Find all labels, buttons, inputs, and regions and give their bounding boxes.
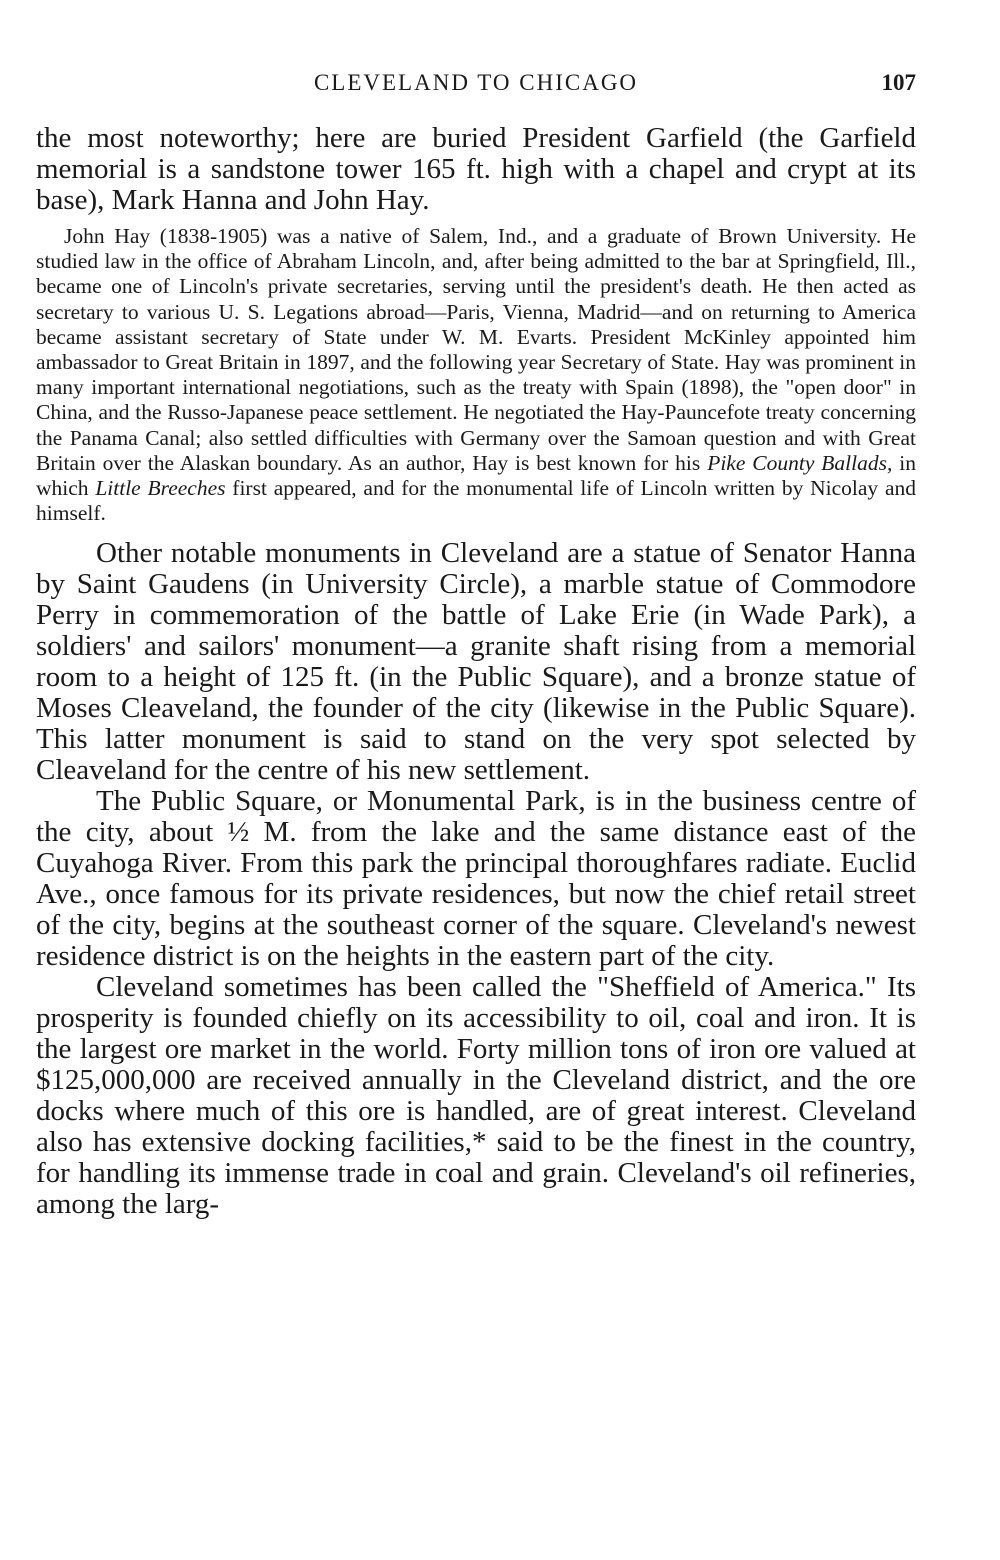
- paragraph-garfield-memorial: the most noteworthy; here are buried President Garfield (the Garfield memorial is a sandstone tower 165 ft. high with a chapel and crypt at its base), Mark Hanna and John Hay.: [36, 122, 916, 216]
- note-text: John Hay (1838-1905) was a native of Salem, Ind., and a graduate of Brown University. He studied law in the office of Abraham Lincoln, and, after being admitted to the bar at Springfield, Ill., became one of Lincoln's private secretaries, serving until the president's death. He then acted as secretary to various U. S. Legations abroad—Paris, Vienna, Madrid—and on returning to America became assistant secretary of State under W. M. Evarts. President McKinley appointed him ambassador to Great Britain in 1897, and the following year Secretary of State. Hay was prominent in many important international negotiations, such as the treaty with Spain (1898), the "open door" in China, and the Russo-Japanese peace settlement. He negotiated the Hay-Pauncefote treaty concerning the Panama Canal; also settled difficulties with Germany over the Samoan question and with Great Britain over the Alaskan boundary. As an author, Hay is best known for his: [36, 224, 916, 475]
- note-john-hay: [36, 224, 916, 526]
- note-text: first appeared, and for the monumental life of Lincoln written by Nicolay and himself.: [36, 476, 916, 526]
- paragraph-notable-monuments: Other notable monuments in Cleveland are a statue of Senator Hanna by Saint Gaudens (in University Circle), a marble statue of Commodore Perry in commemoration of the battle of Lake Erie (in Wade Park), a soldiers' and sailors' monument—a granite shaft rising from a memorial room to a height of 125 ft. (in the Public Square), and a bronze statue of Moses Cleaveland, the founder of the city (likewise in the Public Square). This latter monument is said to stand on the very spot selected by Cleaveland for the centre of his new settlement.: [36, 537, 916, 787]
- book-title-pike-county-ballads: Pike County Ballads,: [707, 450, 893, 475]
- page-body: [36, 123, 916, 1220]
- paragraph-public-square: The Public Square, or Monumental Park, is in the business centre of the city, about ½ M. from the lake and the same distance east of the Cuyahoga River. From this park the principal thoroughfares radiate. Euclid Ave., once famous for its private residences, but now the chief retail street of the city, begins at the southeast corner of the square. Cleveland's newest residence district is on the heights in the eastern part of the city.: [36, 785, 916, 973]
- page-number: 107: [881, 70, 916, 95]
- running-header: [36, 70, 916, 100]
- book-title-little-breeches: Little Breeches: [95, 476, 226, 501]
- paragraph-sheffield-of-america: Cleveland sometimes has been called the "Sheffield of America." Its prosperity is founded chiefly on its accessibility to oil, coal and iron. It is the largest ore market in the world. Forty million tons of iron ore valued at $125,000,000 are received annually in the Cleveland district, and the ore docks where much of this ore is handled, are of great interest. Cleveland also has extensive docking facilities,* said to be the finest in the country, for handling its immense trade in coal and grain. Cleveland's oil refineries, among the larg-: [36, 971, 916, 1221]
- note-text: in which: [36, 450, 917, 501]
- running-title: CLEVELAND TO CHICAGO: [313, 70, 639, 95]
